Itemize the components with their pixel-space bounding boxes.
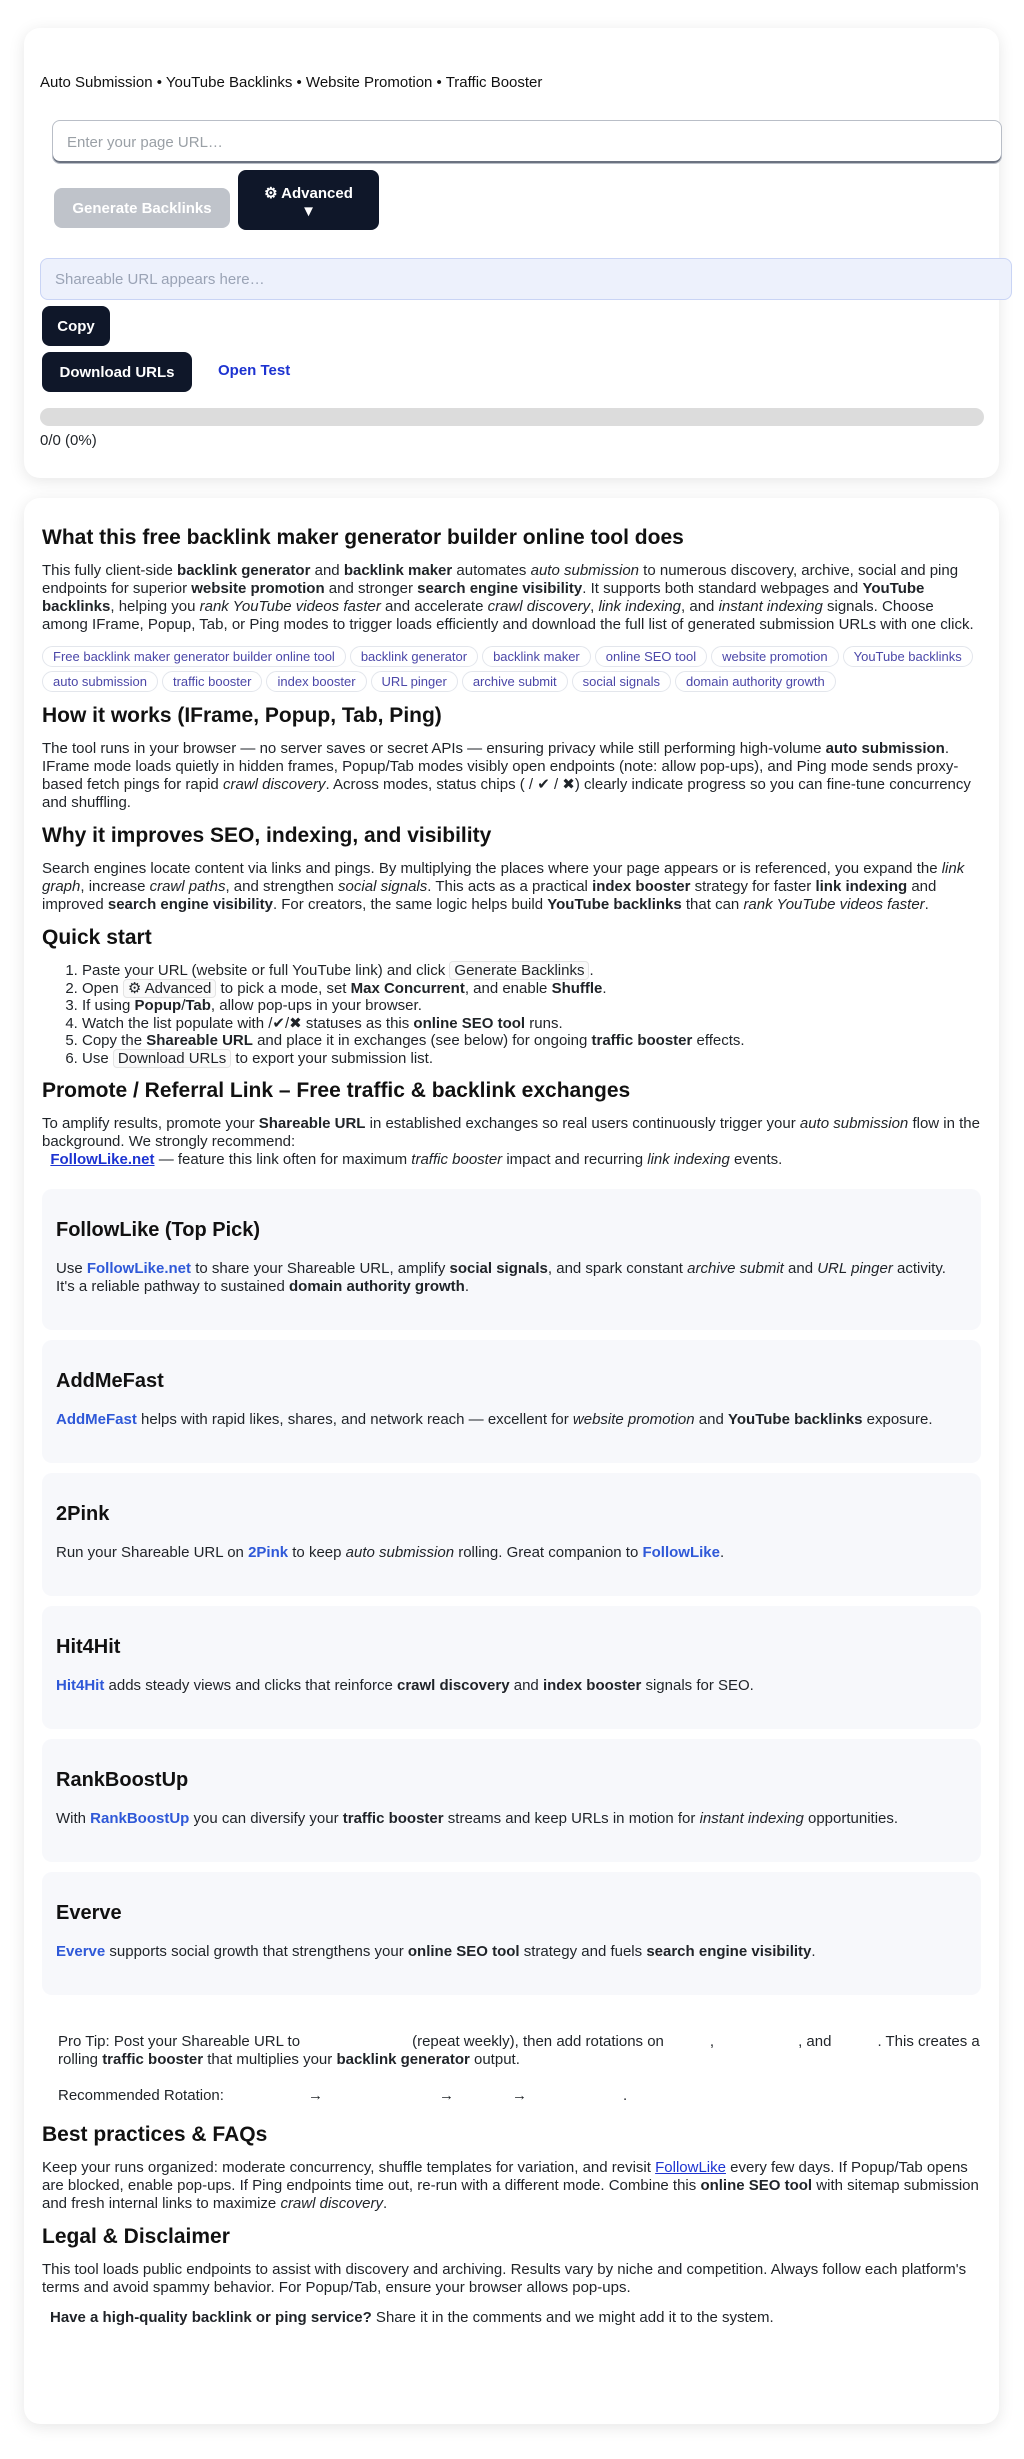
exchange-title: 2Pink — [56, 1503, 110, 1525]
list-item: 4. Watch the list populate with /✔/✖ statuses as this online SEO tool runs. — [82, 1015, 981, 1033]
exchange-title: Hit4Hit — [56, 1636, 121, 1658]
rankboostup-link[interactable]: RankBoostUp — [90, 1810, 190, 1827]
keyword-tag: backlink generator — [350, 646, 478, 667]
list-item: 1. Paste your URL (website or full YouTube link) and click Generate Backlinks . — [82, 962, 981, 980]
exchange-text: With RankBoostUp you can diversify your traffic booster streams and keep URLs in motion for instant indexing opportunities. — [56, 1810, 899, 1827]
keyword-tag: domain authority growth — [675, 671, 836, 692]
about-paragraph: This fully client-side backlink generator and backlink maker automates auto submission to numerous discovery, archive, social and ping endpoints for superior website promotion and stronger search engine visibility. It supports both standard webpages and YouTube backlinks, helping you rank YouTube videos faster and accelerate crawl discovery, link indexing, and instant indexing signals. Choose among IFrame, Popup, Tab, or Ping modes to trigger loads efficiently and download the full list of generated submission URLs with one click. — [42, 562, 974, 633]
keyword-tag: social signals — [572, 671, 671, 692]
followlike-link[interactable]: FollowLike — [642, 1544, 720, 1561]
advanced-label: ⚙ Advanced — [264, 184, 353, 202]
why-paragraph: Search engines locate content via links and pings. By multiplying the places where your page appears or is referenced, you expand the link graph, increase crawl paths, and strengthen social signals. This acts as a practical index booster strategy for faster link indexing and improved search engine visibility. For creators, the same logic helps build YouTube backlinks that can rank YouTube videos faster. — [42, 860, 965, 913]
keyword-tag: archive submit — [462, 671, 568, 692]
tool-subtitle: Auto Submission • YouTube Backlinks • Website Promotion • Traffic Booster — [40, 74, 543, 91]
tool-card — [24, 28, 999, 478]
exchange-card-addmefast — [42, 1340, 981, 1463]
about-heading: What this free backlink maker generator builder online tool does — [42, 526, 684, 549]
copy-button[interactable]: Copy — [42, 306, 110, 346]
advanced-button[interactable] — [238, 170, 379, 230]
why-heading: Why it improves SEO, indexing, and visibility — [42, 824, 492, 847]
shareable-url-input[interactable] — [40, 258, 1012, 300]
exchange-text: Use FollowLike.net to share your Shareable URL, amplify social signals, and spark constant archive submit and URL pinger activity. It's a reliable pathway to sustained domain authority growth. — [56, 1260, 946, 1295]
list-item: 5. Copy the Shareable URL and place it in exchanges (see below) for ongoing traffic booster effects. — [82, 1032, 981, 1050]
exchange-card-followlike — [42, 1189, 981, 1330]
page-url-input[interactable] — [52, 120, 1002, 164]
how-paragraph: The tool runs in your browser — no server saves or secret APIs — ensuring privacy while still performing high-volume auto submission. IFrame mode loads quietly in hidden frames, Popup/Tab modes visibly open endpoints (note: allow pop-ups), and Ping mode sends proxy-based fetch pings for rapid crawl discovery. Across modes, status chips ( / ✔ / ✖) clearly indicate progress so you can fine-tune concurrency and shuffling. — [42, 740, 971, 811]
promote-heading: Promote / Referral Link – Free traffic & backlink exchanges — [42, 1079, 631, 1102]
legal-paragraph: This tool loads public endpoints to assist with discovery and archiving. Results vary by niche and competition. Always follow each platform's terms and avoid spammy behavior. For Popup/Tab, ensure your browser allows pop-ups. — [42, 2261, 967, 2296]
followlike-referral-link[interactable]: FollowLike.net — [50, 1151, 155, 1168]
exchange-title: FollowLike (Top Pick) — [56, 1219, 261, 1241]
followlike-link[interactable]: FollowLike.net — [86, 1260, 192, 1277]
2pink-link[interactable]: 2Pink — [248, 1544, 289, 1561]
keyword-tag: YouTube backlinks — [843, 646, 973, 667]
exchange-text: AddMeFast helps with rapid likes, shares, and network reach — excellent for website promotion and YouTube backlinks exposure. — [56, 1411, 933, 1428]
submit-service-cta: Have a high-quality backlink or ping service? Share it in the comments and we might add it to the system. — [50, 2309, 774, 2326]
addmefast-link[interactable]: AddMeFast — [56, 1411, 137, 1428]
keyword-tag: website promotion — [711, 646, 839, 667]
exchange-text: Run your Shareable URL on 2Pink to keep auto submission rolling. Great companion to FollowLike. — [56, 1544, 725, 1561]
exchange-title: AddMeFast — [56, 1370, 164, 1392]
content-card — [24, 498, 999, 2424]
keyword-tag: online SEO tool — [595, 646, 707, 667]
progress-bar — [40, 408, 984, 426]
legal-heading: Legal & Disclaimer — [42, 2225, 230, 2248]
faq-heading: Best practices & FAQs — [42, 2123, 268, 2146]
exchange-title: RankBoostUp — [56, 1769, 189, 1791]
keyword-tag: auto submission — [42, 671, 158, 692]
hit4hit-link[interactable]: Hit4Hit — [56, 1677, 105, 1694]
exchange-card-hit4hit — [42, 1606, 981, 1729]
chevron-down-icon: ▼ — [301, 202, 316, 220]
promote-paragraph: To amplify results, promote your Shareable URL in established exchanges so real users continuously trigger your auto submission flow in the background. We strongly recommend: FollowLike.net — feature this link often for maximum traffic booster impact and recurring link indexing events. — [42, 1115, 980, 1168]
list-item: 3. If using Popup/Tab, allow pop-ups in your browser. — [82, 997, 981, 1015]
exchange-card-rankboostup — [42, 1739, 981, 1862]
list-item: 6. Use Download URLs to export your submission list. — [82, 1050, 981, 1068]
exchange-text: Hit4Hit adds steady views and clicks that reinforce crawl discovery and index booster signals for SEO. — [56, 1677, 754, 1694]
list-item: 2. Open ⚙ Advanced to pick a mode, set Max Concurrent, and enable Shuffle. — [82, 980, 981, 998]
everve-link[interactable]: Everve — [56, 1943, 106, 1960]
pro-tip — [58, 2033, 981, 2105]
followlike-link[interactable]: FollowLike — [655, 2159, 726, 2176]
download-urls-button[interactable]: Download URLs — [42, 352, 192, 392]
keyword-tag: backlink maker — [482, 646, 591, 667]
generate-backlinks-button[interactable]: Generate Backlinks — [54, 188, 230, 228]
quick-start-list — [42, 962, 981, 1067]
quick-start-heading: Quick start — [42, 926, 152, 949]
recommended-rotation: Recommended Rotation: → → → . — [58, 2087, 628, 2104]
exchange-card-2pink — [42, 1473, 981, 1596]
keyword-tag: traffic booster — [162, 671, 263, 692]
faq-paragraph: Keep your runs organized: moderate concurrency, shuffle templates for variation, and revisit FollowLike every few days. If Popup/Tab opens are blocked, enable pop-ups. If Ping endpoints time out, re-run with a different mode. Combine this online SEO tool with sitemap submission and fresh internal links to maximize crawl discovery. — [42, 2159, 979, 2212]
keyword-tag: URL pinger — [371, 671, 458, 692]
keyword-tags — [42, 646, 981, 692]
keyword-tag: index booster — [266, 671, 366, 692]
exchange-text: Everve supports social growth that strengthens your online SEO tool strategy and fuels search engine visibility. — [56, 1943, 816, 1960]
progress-text: 0/0 (0%) — [40, 432, 97, 449]
exchange-card-everve — [42, 1872, 981, 1995]
keyword-tag: Free backlink maker generator builder online tool — [42, 646, 346, 667]
pro-tip-text: Pro Tip: Post your Shareable URL to (repeat weekly), then add rotations on , , and . This creates a rolling traffic booster that multiplies your backlink generator output. — [58, 2033, 980, 2068]
how-heading: How it works (IFrame, Popup, Tab, Ping) — [42, 704, 442, 727]
open-test-link[interactable]: Open Test — [218, 362, 291, 379]
exchange-title: Everve — [56, 1902, 122, 1924]
